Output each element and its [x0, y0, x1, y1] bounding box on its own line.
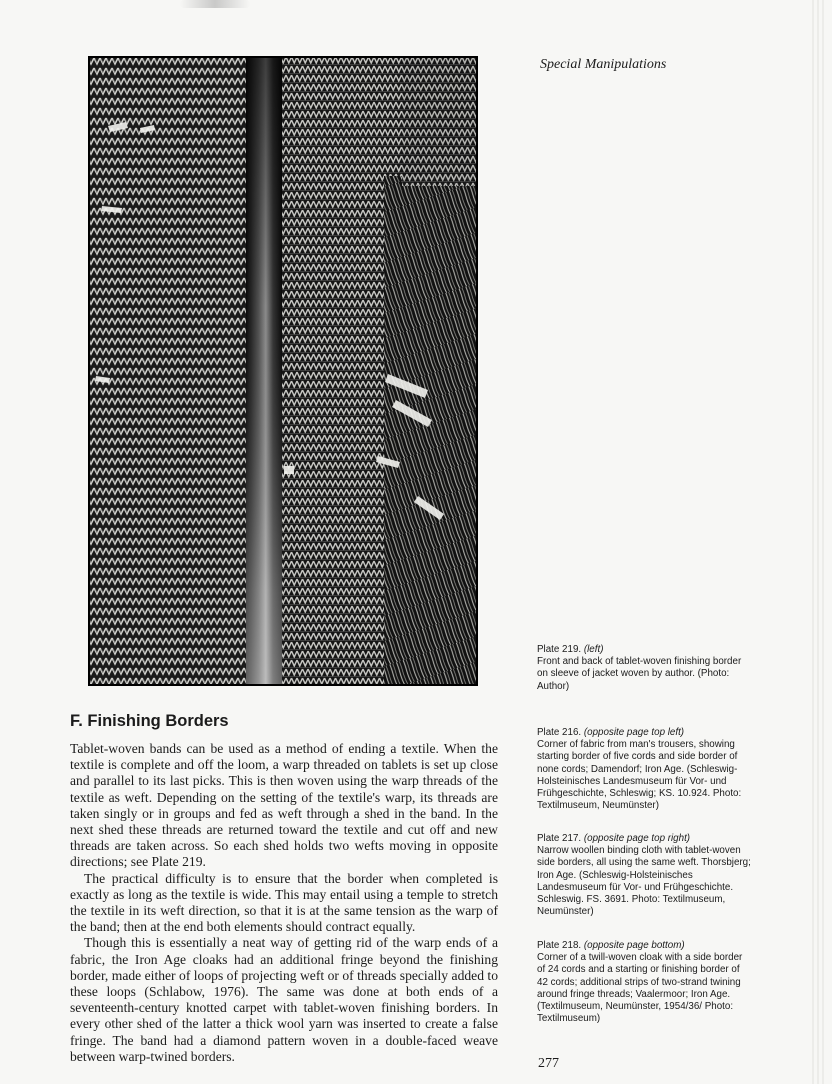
page-number: 277 — [538, 1056, 559, 1071]
caption-label: Plate 216. — [537, 727, 582, 738]
section-heading: F. Finishing Borders — [70, 712, 229, 730]
caption-text: Narrow woollen binding cloth with tablet-woven side borders, all using the same weft. Thorsbjerg; Iron Age. (Schleswig-Holsteinisches Landesmuseum für Vor- und Frühgeschichte. Schleswig. FS. 3691. Photo: Textilmuseum, Neumünster) — [537, 845, 751, 918]
caption-note: (opposite page top left) — [583, 727, 685, 738]
caption-note: (opposite page top right) — [583, 833, 691, 844]
caption-label: Plate 219. — [537, 644, 582, 655]
running-head: Special Manipulations — [540, 57, 667, 72]
caption-note: (opposite page bottom) — [583, 940, 685, 951]
caption-plate-219 — [537, 644, 752, 693]
caption-note: (left) — [583, 644, 604, 655]
caption-label: Plate 218. — [537, 940, 582, 951]
scan-smudge — [180, 0, 250, 8]
left-band — [88, 56, 246, 686]
body-paragraph: Though this is essentially a neat way of getting rid of the warp ends of a fabric, the Iron Age cloaks had an additional fringe beyond the finishing border, made either of loops of projecting weft or of threads specially added to these loops (Schlabow, 1976). The same was done at both ends of a seventeenth-century knotted carpet with tablet-woven finishing borders. In every other shed of the latter a thick wool yarn was inserted to create a false fringe. The band had a diamond pattern woven in a double-faced weave between warp-twined borders. — [70, 935, 498, 1064]
caption-plate-217 — [537, 833, 752, 918]
caption-label: Plate 217. — [537, 833, 582, 844]
body-text — [70, 741, 498, 1065]
body-paragraph: Tablet-woven bands can be used as a method of ending a textile. When the textile is complete and off the loom, a warp threaded on tablets is set up close and parallel to its last picks. This is then woven using the warp threads of the textile as weft. Depending on the setting of the textile's warp, its threads are taken singly or in groups and fed as weft through a shed in the band. In the next shed these threads are returned toward the textile and cut off and new threads are taken across. So each shed holds two wefts moving in opposite directions; see Plate 219. — [70, 741, 498, 870]
caption-plate-216 — [537, 727, 752, 812]
page-edge-shadow — [812, 0, 826, 1084]
caption-plate-218 — [537, 940, 752, 1025]
caption-text: Corner of a twill-woven cloak with a side border of 24 cords and a starting or finishing border of 42 cords; additional strips of two-strand twining around fringe threads; Vaalermoor; Iron Age. (Textilmuseum, Neumünster, 1954/36/ Photo: Textilmuseum) — [537, 952, 743, 1025]
weft-fringe — [384, 176, 478, 686]
caption-text: Corner of fabric from man's trousers, showing starting border of five cords and side border of none cords; Damendorf; Iron Age. (Schleswig-Holsteinisches Landesmuseum für Vor- und Frühgeschichte, Schleswig; KS. 10.924. Photo: Textilmuseum, Neumünster) — [537, 739, 742, 812]
woven-band-image — [88, 56, 478, 686]
caption-text: Front and back of tablet-woven finishing border on sleeve of jacket woven by author. (Photo: Author) — [537, 656, 742, 692]
body-paragraph: The practical difficulty is to ensure that the border when completed is exactly as long as the textile is wide. This may entail using a temple to stretch the textile in its weft direction, so that it is at the same tension as the warp of the band; then at the end both elements should contract equally. — [70, 870, 498, 935]
plate-219-photo — [88, 56, 478, 686]
